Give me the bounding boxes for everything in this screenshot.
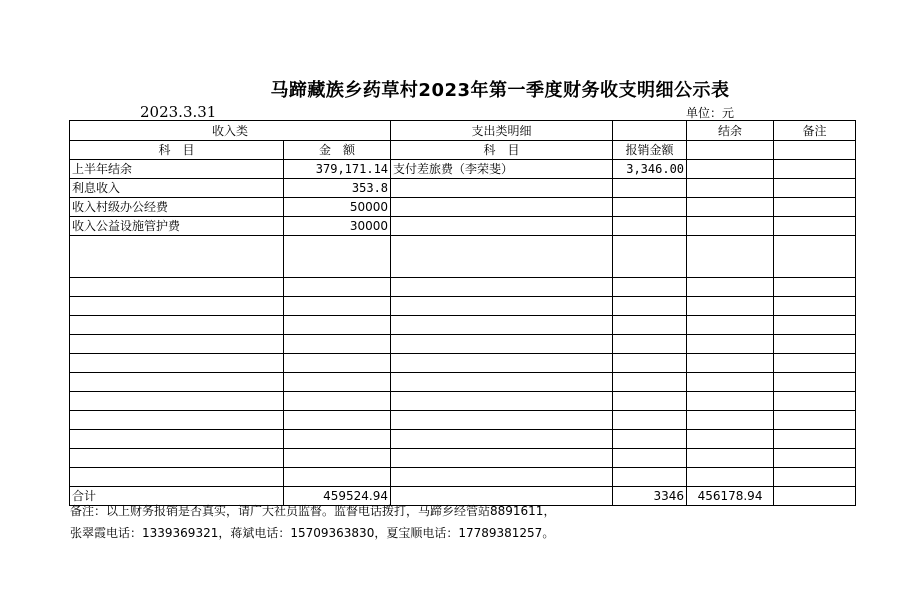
total-expense-amount: 3346: [613, 487, 687, 506]
empty-row: [70, 468, 856, 487]
income-amount: 353.8: [284, 179, 391, 198]
total-label: 合计: [70, 487, 284, 506]
table-row: [70, 179, 856, 198]
empty-row: [70, 354, 856, 373]
empty-row: [70, 392, 856, 411]
expense-group-header: 支出类明细: [391, 121, 613, 141]
empty-cell: [687, 160, 774, 179]
table-row: [70, 198, 856, 217]
empty-cell: [687, 217, 774, 236]
empty-row: [70, 373, 856, 392]
empty-cell: [774, 141, 856, 160]
income-amount: 50000: [284, 198, 391, 217]
empty-cell: [774, 217, 856, 236]
total-income-amount: 459524.94: [284, 487, 391, 506]
empty-cell: [774, 198, 856, 217]
empty-row: [70, 430, 856, 449]
income-item: 上半年结余: [70, 160, 284, 179]
income-item: 利息收入: [70, 179, 284, 198]
empty-cell: [774, 179, 856, 198]
income-group-header: 收入类: [70, 121, 391, 141]
empty-cell: [687, 141, 774, 160]
total-balance: 456178.94: [687, 487, 774, 506]
note-line: 备注：以上财务报销是否真实，请广大社员监督。监督电话拨打，马蹄乡经管站8891611，: [70, 504, 556, 518]
empty-cell: [774, 487, 856, 506]
reimbursed-amount-header: 报销金额: [613, 141, 687, 160]
remarks-header: 备注: [774, 121, 856, 141]
empty-row: [70, 411, 856, 430]
expense-item: [391, 217, 613, 236]
group-header-row: [70, 121, 856, 141]
income-item: 收入公益设施管护费: [70, 217, 284, 236]
expense-amount: [613, 179, 687, 198]
expense-amount: [613, 198, 687, 217]
note-line: 张翠霞电话：1339369321，蒋斌电话：15709363830，夏宝顺电话：17789381257。: [70, 526, 555, 540]
expense-item: [391, 198, 613, 217]
column-header-row: [70, 141, 856, 160]
income-item: 收入村级办公经费: [70, 198, 284, 217]
income-amount: 379,171.14: [284, 160, 391, 179]
empty-row: [70, 316, 856, 335]
empty-header-cell: [613, 121, 687, 141]
empty-cell: [687, 179, 774, 198]
income-amount-header: 金 额: [284, 141, 391, 160]
table-row: [70, 160, 856, 179]
empty-row: [70, 236, 856, 278]
expense-amount: 3,346.00: [613, 160, 687, 179]
report-date: 2023.3.31: [140, 103, 217, 121]
expense-amount: [613, 217, 687, 236]
expense-subject-header: 科 目: [391, 141, 613, 160]
empty-row: [70, 297, 856, 316]
expense-item: [391, 179, 613, 198]
table-row: [70, 217, 856, 236]
empty-row: [70, 278, 856, 297]
unit-label: 单位：元: [686, 106, 735, 120]
finance-table: [69, 120, 856, 506]
empty-cell: [774, 160, 856, 179]
page-title: 马蹄藏族乡药草村2023年第一季度财务收支明细公示表: [270, 80, 730, 101]
income-subject-header: 科 目: [70, 141, 284, 160]
empty-cell: [687, 198, 774, 217]
empty-row: [70, 335, 856, 354]
balance-header: 结余: [687, 121, 774, 141]
expense-item: 支付差旅费（李荣斐）: [391, 160, 613, 179]
income-amount: 30000: [284, 217, 391, 236]
empty-row: [70, 449, 856, 468]
